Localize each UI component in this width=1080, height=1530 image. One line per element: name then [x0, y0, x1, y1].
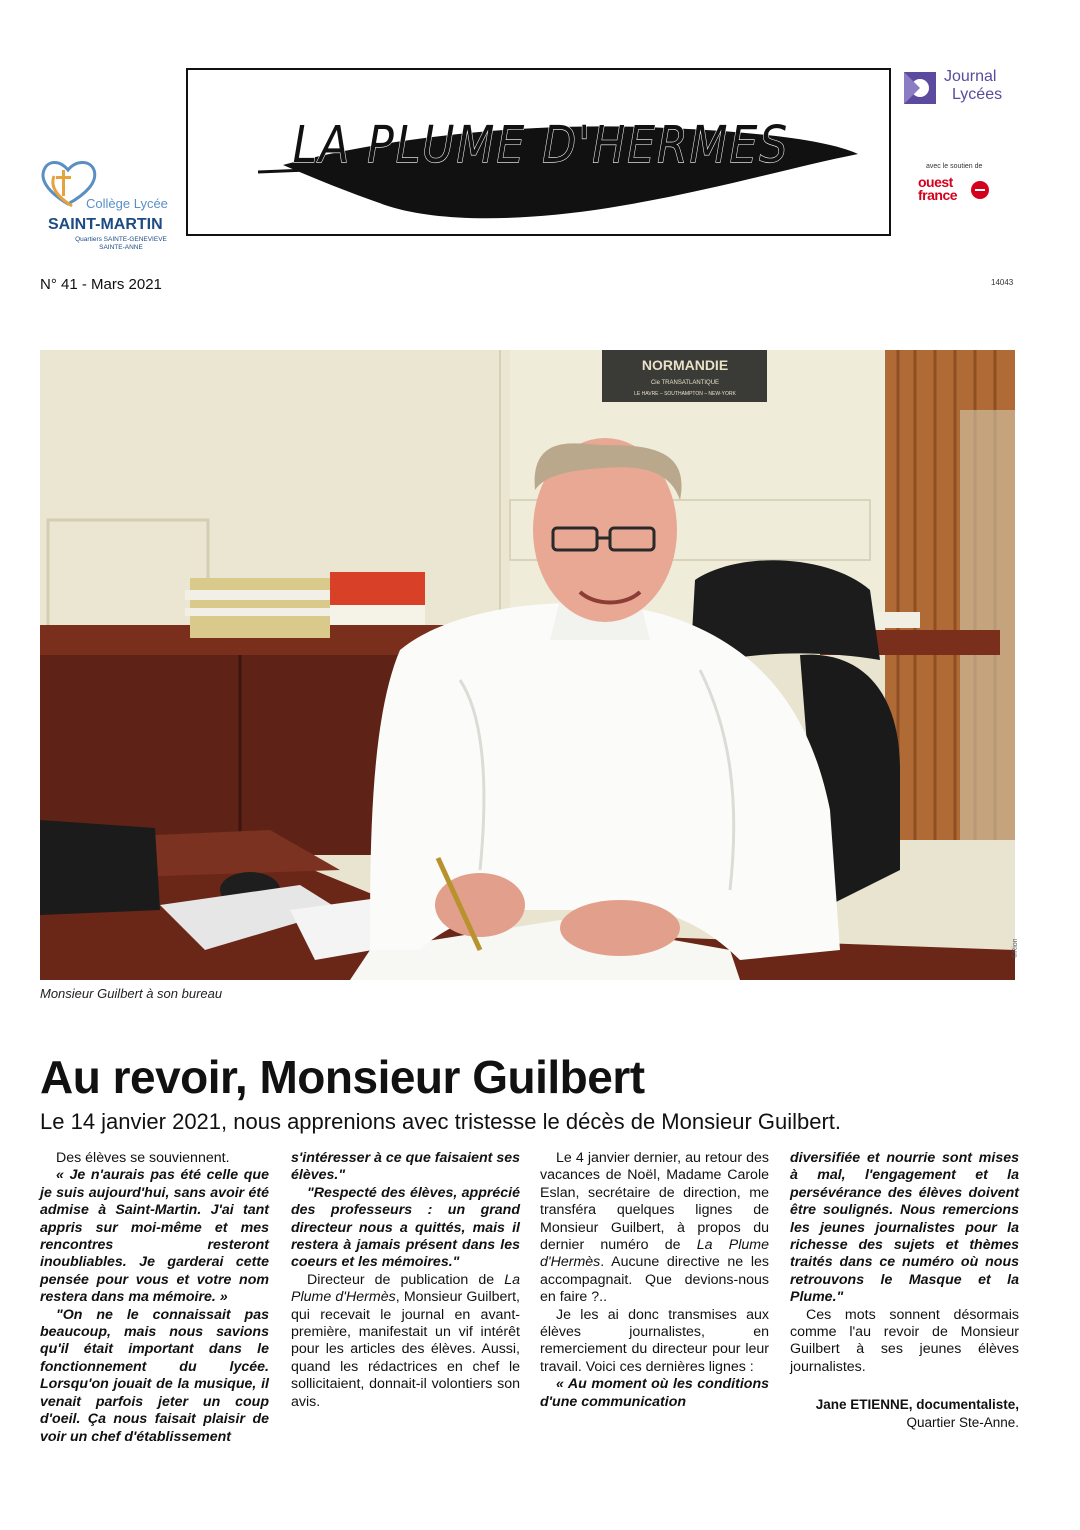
- issue-number: N° 41 - Mars 2021: [40, 276, 162, 293]
- support-text: avec le soutien de: [926, 163, 983, 170]
- jdl-icon: [902, 70, 938, 106]
- college-line3: Quartiers SAINTE-GENEVIEVE SAINTE-ANNE: [75, 236, 167, 251]
- col2-quote-end: s'intéresser à ce que faisaient ses élèves.": [291, 1150, 520, 1184]
- photo-sign-line1: NORMANDIE: [641, 357, 729, 373]
- col1-quote-2: "On ne le connaissait pas beaucoup, mais nous savions qu'il était important dans le fonctionnement du lycée. Lorsqu'on jouait de la musique, il venait parfois jeter un coup d'oeil. Ça nous faisait plaisir de voir un chef d'établissement: [40, 1306, 269, 1445]
- college-line1: Collège Lycée: [86, 196, 168, 211]
- col3-paragraph-1: Le 4 janvier dernier, au retour des vacances de Noël, Madame Carole Eslan, secrétaire de direction, me transféra quelques lignes de Monsieur Guilbert, à propos du dernier numéro de La Plume d'Hermès. Aucune directive ne les accompagnait. Que devions-nous en faire ?..: [540, 1150, 769, 1306]
- signature-place: Quartier Ste-Anne.: [906, 1414, 1019, 1430]
- article-subhead: Le 14 janvier 2021, nous apprenions avec tristesse le décès de Monsieur Guilbert.: [40, 1109, 842, 1134]
- article-column-4: [790, 1150, 1019, 1431]
- office-photo-illustration: [40, 350, 1015, 980]
- of-line1: ouest: [918, 174, 953, 190]
- photo-credit: ©Rion: [1012, 938, 1019, 958]
- col2-paragraph: Directeur de publication de La Plume d'Hermès, Monsieur Guilbert, qui recevait le journal en avant-première, manifestait un vif intérêt pour les articles des élèves. Aussi, quand les rédactrices en chef le sollicitaient, donnait-il volontiers son avis.: [291, 1271, 521, 1410]
- jdl-line2: Lycées: [952, 86, 1003, 103]
- col1-quote-1: « Je n'aurais pas été celle que je suis aujourd'hui, sans avoir été admise à Saint-Martin. J'ai tant appris sur moi-même et mes rencontres resteront inoubliables. Je garderai cette pensée pour vous et votre nom restera dans ma mémoire. »: [40, 1167, 269, 1306]
- col3-paragraph-2: Je les ai donc transmises aux élèves journalistes, en remerciement du directeur pour leur travail. Voici ces dernières lignes :: [540, 1306, 769, 1375]
- journal-des-lycees-logo: [902, 68, 1022, 108]
- jdl-line1: Journal: [944, 68, 997, 85]
- ouest-france-logo: [918, 176, 998, 206]
- photo-caption: Monsieur Guilbert à son bureau: [40, 986, 223, 1001]
- article-column-2: [291, 1150, 520, 1411]
- col4-quote: diversifiée et nourrie sont mises à mal, l'engagement et la persévérance des élèves doivent être soulignés. Nous remercions les jeunes journalistes pour la richesse des sujets et thèmes traités dans ce numéro où nous retrouvons le Masque et la Plume.": [790, 1150, 1019, 1306]
- masthead: [186, 68, 891, 236]
- col3-quote: « Au moment où les conditions d'une communication: [540, 1376, 769, 1410]
- article-column-1: [40, 1150, 269, 1446]
- col4-paragraph: Ces mots sonnent désormais comme l'au revoir de Monsieur Guilbert à ses jeunes élèves journalistes.: [790, 1306, 1019, 1375]
- signature-name: Jane ETIENNE, documentaliste,: [815, 1397, 1019, 1413]
- college-line2: SAINT-MARTIN: [48, 216, 163, 233]
- college-logo: [38, 156, 188, 256]
- of-line2: france: [918, 187, 958, 203]
- col1-intro: Des élèves se souviennent.: [56, 1150, 230, 1166]
- ouest-france-circle-icon: [970, 180, 990, 200]
- issue-code: 14043: [991, 278, 1014, 287]
- photo-sign-line2: Cie TRANSATLANTIQUE: [650, 380, 720, 386]
- article-headline: Au revoir, Monsieur Guilbert: [40, 1051, 645, 1103]
- masthead-title: LA PLUME D'HERMES: [292, 116, 790, 175]
- photo: [40, 350, 1015, 980]
- photo-sign-line3: LE HAVRE – SOUTHAMPTON – NEW-YORK: [634, 391, 736, 397]
- col2-quote-3: "Respecté des élèves, apprécié des professeurs : un grand directeur nous a quittés, mais il restera à jamais présent dans les coeurs et les mémoires.": [291, 1184, 520, 1271]
- article-column-3: [540, 1150, 769, 1411]
